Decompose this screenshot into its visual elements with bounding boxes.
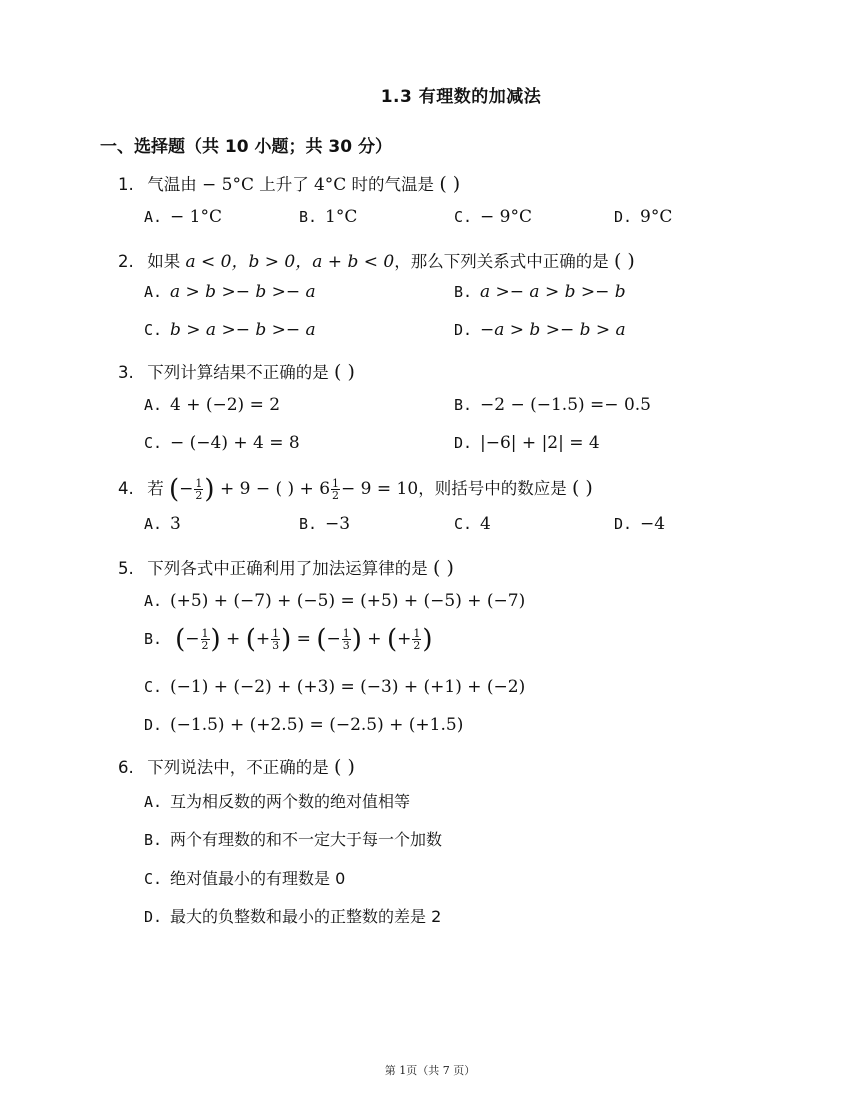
fraction (342, 628, 351, 651)
option-5b[interactable] (144, 624, 433, 655)
option-6c[interactable] (144, 866, 345, 889)
math-expression: − (326, 629, 341, 649)
option-6a[interactable] (144, 789, 410, 812)
option-label: A. (144, 283, 163, 301)
question-text: 下列各式中正确利用了加法运算律的是 (147, 559, 428, 578)
question-text: 若 (147, 479, 169, 498)
option-label: C. (454, 515, 473, 533)
option-label: D. (614, 208, 633, 226)
question-number: 6. (118, 758, 134, 777)
option-1c[interactable] (454, 207, 532, 227)
option-4d[interactable] (614, 514, 665, 534)
option-label: A. (144, 396, 163, 414)
option-label: B. (454, 396, 473, 414)
fraction-denominator: 2 (332, 489, 340, 502)
option-value: a > b >− b >− a (170, 282, 316, 302)
option-label: B. (299, 208, 318, 226)
math-expression: − 5°C (202, 175, 254, 195)
option-5a[interactable] (144, 591, 525, 611)
option-value: −3 (325, 514, 351, 534)
option-label: D. (614, 515, 633, 533)
option-label: B. (144, 831, 163, 849)
fraction (412, 628, 421, 651)
fraction-numerator: 1 (332, 477, 340, 490)
option-label: A. (144, 515, 163, 533)
option-value: 4 + (−2) = 2 (170, 395, 281, 415)
math-expression: − (179, 479, 194, 499)
fraction-numerator: 1 (195, 477, 203, 490)
option-value: −a > b >− b > a (480, 320, 626, 340)
option-label: C. (144, 434, 163, 452)
question-text: 时的气温是 (346, 175, 435, 194)
math-expression: + (220, 629, 246, 649)
math-paren: ( (245, 624, 256, 655)
question-number: 3. (118, 363, 134, 382)
math-expression: + (255, 629, 271, 649)
option-1d[interactable] (614, 207, 672, 227)
fraction (194, 478, 203, 501)
question-text: 下列说法中，不正确的是 (147, 758, 329, 777)
fraction-numerator: 1 (413, 627, 421, 640)
document-title (0, 82, 860, 107)
math-expression: + (397, 629, 412, 649)
option-value: 3 (170, 514, 181, 534)
option-4c[interactable] (454, 514, 491, 534)
question-1 (118, 171, 460, 195)
option-2c[interactable] (144, 320, 316, 340)
option-1b[interactable] (299, 207, 357, 227)
math-paren: ( (175, 624, 186, 655)
question-number: 2. (118, 252, 134, 271)
question-text: 上升了 (253, 175, 314, 194)
option-label: D. (144, 716, 163, 734)
option-value: 两个有理数的和不一定大于每一个加数 (170, 830, 443, 849)
math-paren: ) (351, 624, 362, 655)
option-label: B. (144, 630, 163, 648)
option-value: −4 (640, 514, 666, 534)
option-label: D. (454, 434, 473, 452)
answer-blank[interactable]: ( ) (439, 173, 461, 195)
option-3b[interactable] (454, 395, 651, 415)
option-6b[interactable] (144, 827, 442, 850)
option-1a[interactable] (144, 207, 222, 227)
option-value: |−6| + |2| = 4 (480, 433, 600, 453)
option-value: 4 (480, 514, 491, 534)
option-3c[interactable] (144, 433, 300, 453)
question-text: ，那么下列关系式中正确的是 (394, 252, 609, 271)
option-label: A. (144, 208, 163, 226)
option-value: − (−4) + 4 = 8 (170, 433, 300, 453)
fraction-numerator: 1 (342, 627, 350, 640)
option-label: D. (144, 908, 163, 926)
option-label: C. (144, 870, 163, 888)
question-3 (118, 359, 355, 383)
option-label: D. (454, 321, 473, 339)
fraction (271, 628, 280, 651)
option-value: 最大的负整数和最小的正整数的差是 2 (170, 907, 442, 926)
fraction-denominator: 3 (272, 639, 280, 652)
option-label: C. (144, 321, 163, 339)
option-value: b > a >− b >− a (170, 320, 316, 340)
option-4a[interactable] (144, 514, 181, 534)
math-expression: − 9 = 10 (341, 479, 419, 499)
option-value: − 1°C (170, 207, 222, 227)
question-number: 4. (118, 479, 134, 498)
option-3d[interactable] (454, 433, 600, 453)
page-footer: 第 1页（共 7 页） (384, 1064, 476, 1077)
fraction-denominator: 2 (195, 489, 203, 502)
math-expression: = (291, 629, 317, 649)
option-value: (+5) + (−7) + (−5) = (+5) + (−5) + (−7) (170, 591, 526, 611)
math-expression: a < 0，b > 0，a + b < 0 (185, 252, 395, 272)
question-2 (118, 247, 635, 272)
math-paren: ( (169, 474, 180, 505)
option-value: a >− a > b >− b (480, 282, 626, 302)
question-4 (118, 474, 593, 505)
option-3a[interactable] (144, 395, 280, 415)
option-label: B. (299, 515, 318, 533)
option-2b[interactable] (454, 282, 626, 302)
answer-blank[interactable]: ( ) (613, 250, 635, 272)
answer-blank[interactable]: ( ) (334, 361, 355, 383)
option-value: −2 − (−1.5) =− 0.5 (480, 395, 651, 415)
math-expression: + 9 − ( ) + 6 (214, 479, 331, 499)
answer-blank[interactable]: ( ) (334, 756, 355, 778)
math-paren: ( (316, 624, 327, 655)
question-text: ，则括号中的数应是 (418, 479, 567, 498)
math-paren: ( (386, 624, 398, 655)
question-6 (118, 754, 355, 778)
math-expression: − (185, 629, 200, 649)
option-4b[interactable] (299, 514, 350, 534)
math-paren: ) (422, 624, 433, 655)
question-text: 如果 (147, 252, 186, 271)
math-paren: ) (210, 624, 221, 655)
option-label: C. (454, 208, 473, 226)
fraction-numerator: 1 (272, 627, 280, 640)
answer-blank[interactable]: ( ) (571, 477, 593, 499)
fraction-denominator: 3 (342, 639, 350, 652)
option-label: A. (144, 592, 163, 610)
math-paren: ) (204, 474, 215, 505)
math-expression: 4°C (313, 175, 347, 195)
option-label: A. (144, 793, 163, 811)
question-text: 下列计算结果不正确的是 (147, 363, 329, 382)
answer-blank[interactable]: ( ) (433, 557, 454, 579)
math-paren: ) (281, 624, 292, 655)
option-value: 9°C (640, 207, 673, 227)
fraction-numerator: 1 (201, 627, 209, 640)
fraction-denominator: 2 (413, 639, 421, 652)
title-text: 1.3 有理数的加减法 (380, 87, 542, 107)
section-heading: 一、选择题（共 10 小题；共 30 分） (100, 137, 392, 157)
option-value: 1°C (325, 207, 358, 227)
math-expression: + (361, 629, 387, 649)
fraction (201, 628, 210, 651)
option-label: C. (144, 678, 163, 696)
fraction-denominator: 2 (201, 639, 209, 652)
option-value: 互为相反数的两个数的绝对值相等 (170, 792, 411, 811)
option-value: 绝对值最小的有理数是 0 (170, 869, 346, 888)
option-2d[interactable] (454, 320, 626, 340)
option-label: B. (454, 283, 473, 301)
option-5c[interactable] (144, 677, 525, 697)
option-6d[interactable] (144, 904, 441, 927)
question-5 (118, 555, 454, 579)
question-text: 气温由 (147, 175, 202, 194)
option-value: (−1.5) + (+2.5) = (−2.5) + (+1.5) (170, 715, 464, 735)
question-number: 5. (118, 559, 134, 578)
fraction (331, 478, 340, 501)
option-2a[interactable] (144, 282, 316, 302)
option-5d[interactable] (144, 715, 463, 735)
option-value: (−1) + (−2) + (+3) = (−3) + (+1) + (−2) (170, 677, 526, 697)
question-number: 1. (118, 175, 134, 194)
option-value: − 9°C (480, 207, 532, 227)
